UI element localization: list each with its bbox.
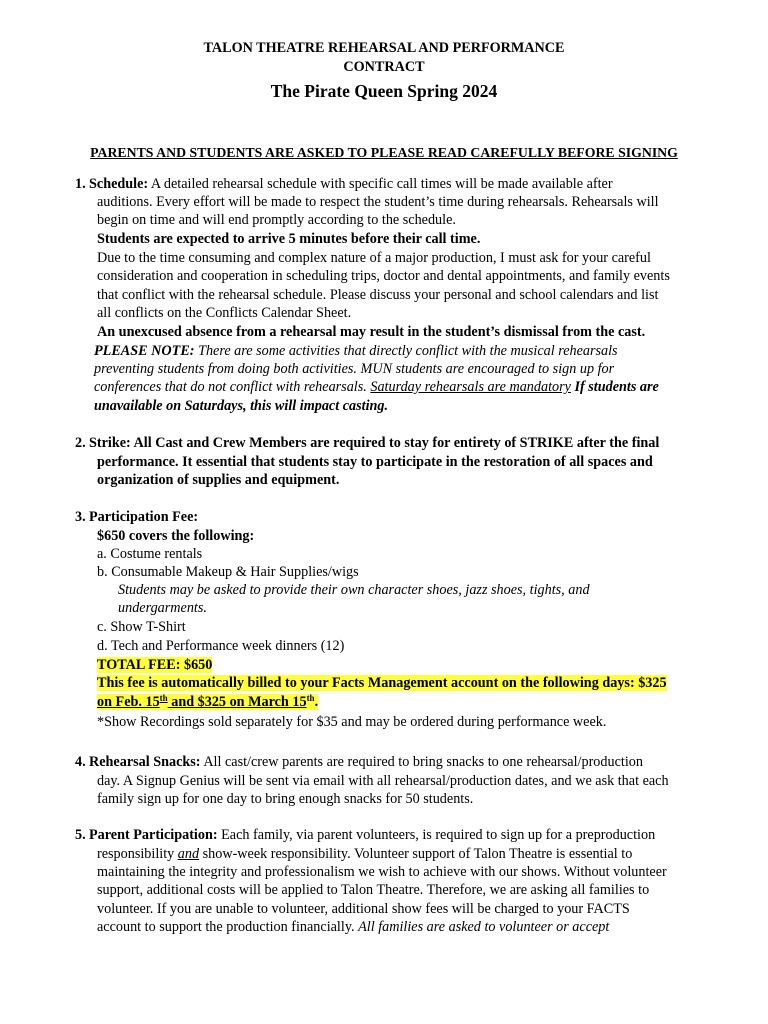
section-number: 3. xyxy=(75,509,86,525)
strike-line-2: performance. It essential that students stay to participate in the restoration of all spaces and xyxy=(97,454,653,470)
schedule-line-1: Schedule: A detailed rehearsal schedule with specific call times will be made available after xyxy=(89,176,613,192)
total-fee: TOTAL FEE: $650 xyxy=(97,657,213,673)
fee-item-a: a. Costume rentals xyxy=(97,546,203,562)
schedule-line-2: auditions. Every effort will be made to respect the student’s time during rehearsals. Rehearsals will xyxy=(97,194,659,210)
page-title: The Pirate Queen Spring 2024 xyxy=(270,81,498,101)
absence-rule: An unexcused absence from a rehearsal may result in the student’s dismissal from the cast. xyxy=(97,324,646,340)
participation-line-3: maintaining the integrity and professionalism we wish to achieve with our shows. Without volunteer xyxy=(97,864,667,880)
header-line-2: CONTRACT xyxy=(343,59,425,75)
billing-line-1: This fee is automatically billed to your Facts Management account on the following days: $325 xyxy=(97,675,667,691)
recordings-note: *Show Recordings sold separately for $35 and may be ordered during performance week. xyxy=(97,714,607,730)
fee-item-b: b. Consumable Makeup & Hair Supplies/wigs xyxy=(97,564,359,580)
participation-line-6: account to support the production financially. All families are asked to volunteer or accept xyxy=(97,919,610,935)
strike-line-3: organization of supplies and equipment. xyxy=(97,472,340,488)
saturday-mandatory: Saturday rehearsals are mandatory xyxy=(370,379,571,395)
participation-line-1: Parent Participation: Each family, via parent volunteers, is required to sign up for a preproduction xyxy=(89,827,656,843)
please-note-line-4: unavailable on Saturdays, this will impact casting. xyxy=(94,398,389,414)
schedule-line-8: all conflicts on the Conflicts Calendar Sheet. xyxy=(97,305,352,321)
schedule-line-7: that conflict with the rehearsal schedule. Please discuss your personal and school calendars and list xyxy=(97,287,659,303)
please-note-line-3: conferences that do not conflict with rehearsals. Saturday rehearsals are mandatory If students are xyxy=(94,379,659,395)
header-line-1: TALON THEATRE REHEARSAL AND PERFORMANCE xyxy=(203,40,565,56)
section-number: 5. xyxy=(75,827,86,843)
schedule-line-5: Due to the time consuming and complex nature of a major production, I must ask for your careful xyxy=(97,250,651,266)
snacks-line-1: Rehearsal Snacks: All cast/crew parents are required to bring snacks to one rehearsal/production xyxy=(89,754,643,770)
section-heading: Participation Fee: xyxy=(89,509,199,525)
schedule-line-6: consideration and cooperation in scheduling trips, doctor and dental appointments, and family events xyxy=(97,268,670,284)
fee-note-line-2: undergarments. xyxy=(118,600,207,616)
participation-line-4: support, additional costs will be applied to Talon Theatre. Therefore, we are asking all families to xyxy=(97,882,650,898)
participation-line-5: volunteer. If you are unable to volunteer, additional show fees will be charged to your FACTS xyxy=(97,901,630,917)
arrival-rule: Students are expected to arrive 5 minutes before their call time. xyxy=(97,231,481,247)
please-note-line-2: preventing students from doing both activities. MUN students are encouraged to sign up for xyxy=(94,361,615,377)
snacks-line-3: family sign up for one day to bring enough snacks for 50 students. xyxy=(97,791,474,807)
section-number: 2. xyxy=(75,435,86,451)
section-heading: Schedule: xyxy=(89,176,149,192)
section-heading: Rehearsal Snacks: xyxy=(89,754,201,770)
fee-note-line-1: Students may be asked to provide their own character shoes, jazz shoes, tights, and xyxy=(118,582,590,598)
schedule-line-3: begin on time and will end promptly according to the schedule. xyxy=(97,212,456,228)
signing-notice: PARENTS AND STUDENTS ARE ASKED TO PLEASE READ CAREFULLY BEFORE SIGNING xyxy=(90,145,678,160)
fee-item-c: c. Show T-Shirt xyxy=(97,619,186,635)
strike-line-1: Strike: All Cast and Crew Members are required to stay for entirety of STRIKE after the final xyxy=(89,435,660,451)
fee-covers: $650 covers the following: xyxy=(97,528,255,544)
section-number: 4. xyxy=(75,754,86,770)
snacks-line-2: day. A Signup Genius will be sent via email with all rehearsal/production dates, and we ask that each xyxy=(97,773,669,789)
section-heading: Parent Participation: xyxy=(89,827,218,843)
fee-item-d: d. Tech and Performance week dinners (12) xyxy=(97,638,345,654)
section-number: 1. xyxy=(75,176,86,192)
billing-line-2: on Feb. 15th and $325 on March 15th. xyxy=(97,693,319,710)
please-note-line-1: PLEASE NOTE: There are some activities that directly conflict with the musical rehearsals xyxy=(94,343,618,359)
participation-line-2: responsibility and show-week responsibility. Volunteer support of Talon Theatre is essential to xyxy=(97,846,633,862)
